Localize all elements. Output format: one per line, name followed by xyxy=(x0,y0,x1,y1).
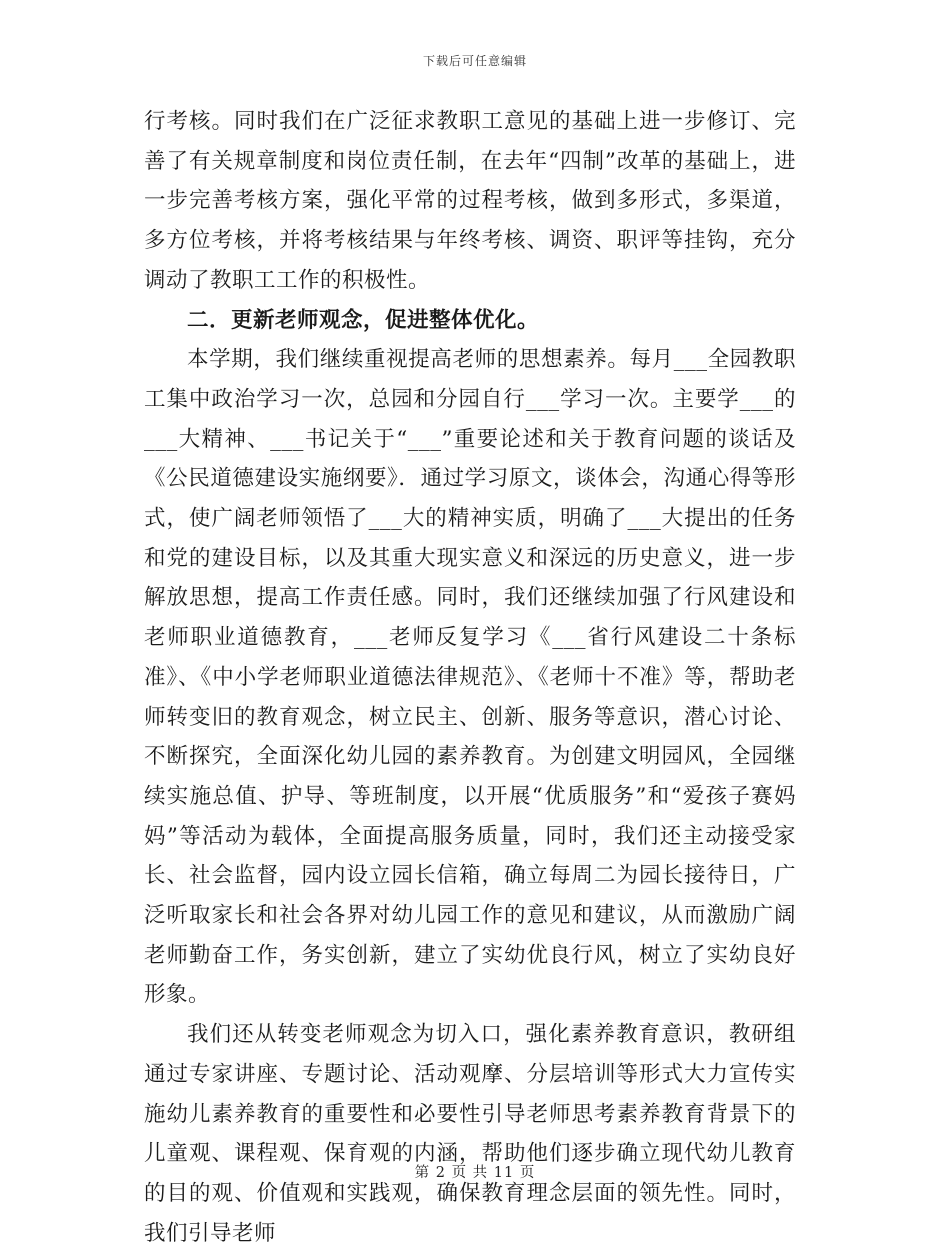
header-note: 下载后可任意编辑 xyxy=(422,54,527,68)
document-body xyxy=(144,102,796,1253)
paragraph-body: 本学期，我们继续重视提高老师的思想素养。每月___全园教职工集中政治学习一次，总园和分园自行___学习一次。主要学___的___大精神、___书记关于“___”重要论述和关于教育问题的谈话及《公民道德建设实施纲要》．通过学习原文，谈体会，沟通心得等形式，使广阔老师领悟了___大的精神实质，明确了___大提出的任务和党的建设目标，以及其重大现实意义和深远的历史意义，进一步解放思想，提高工作责任感。同时，我们还继续加强了行风建设和老师职业道德教育，___老师反复学习《___省行风建设二十条标准》、《中小学老师职业道德法律规范》、《老师十不准》等，帮助老师转变旧的教育观念，树立民主、创新、服务等意识，潜心讨论、不断探究，全面深化幼儿园的素养教育。为创建文明园风，全园继续实施总值、护导、等班制度，以开展“优质服务”和“爱孩子赛妈妈”等活动为载体，全面提高服务质量，同时，我们还主动接受家长、社会监督，园内设立园长信箱，确立每周二为园长接待日，广泛听取家长和社会各界对幼儿园工作的意见和建议，从而激励广阔老师勤奋工作，务实创新，建立了实幼优良行风，树立了实幼良好形象。 xyxy=(144,347,796,1008)
paragraph-body: 我们还从转变老师观念为切入口，强化素养教育意识，教研组通过专家讲座、专题讨论、活动观摩、分层培训等形式大力宣传实施幼儿素养教育的重要性和必要性引导老师思考素养教育背景下的儿童观、课程观、保育观的内涵，帮助他们逐步确立现代幼儿教育的目的观、价值观和实践观，确保教育理念层面的领先性。同时，我们引导老师 xyxy=(144,1022,796,1246)
paragraph-continuation: 行考核。同时我们在广泛征求教职工意见的基础上进一步修订、完善了有关规章制度和岗位责任制，在去年“四制”改革的基础上，进一步完善考核方案，强化平常的过程考核，做到多形式，多渠道，多方位考核，并将考核结果与年终考核、调资、职评等挂钩，充分调动了教职工工作的积极性。 xyxy=(144,109,796,293)
section-heading: 二．更新老师观念，促进整体优化。 xyxy=(187,307,540,333)
page-number: 第 2 页 共 11 页 xyxy=(414,1165,536,1181)
